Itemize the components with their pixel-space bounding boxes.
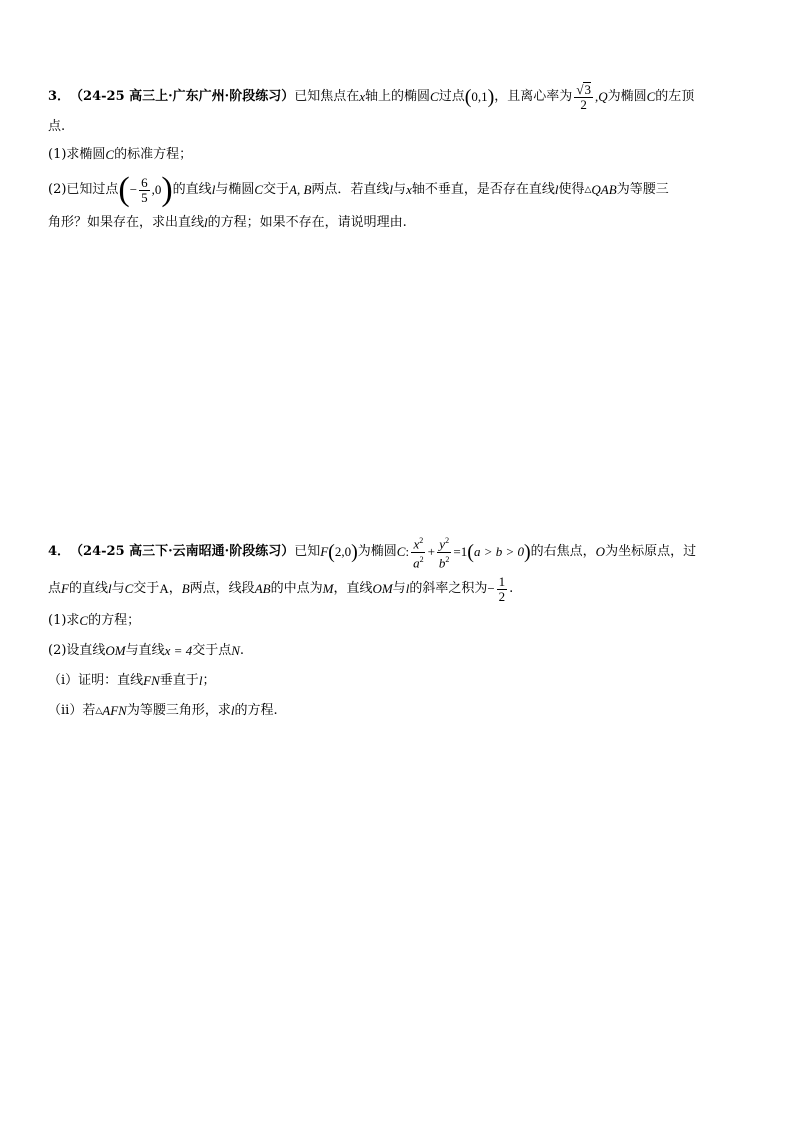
problem-4-line-2: 点 F 的直线 l 与 C 交于 A ， B 两点，线段 AB 的中点为 M ，直线 OM 与 l 的斜率之积为 − $\frac{1}{2}$ .: [48, 573, 514, 604]
question-4-2: (2)设直线 OM 与直线 x = 4 交于点 N .: [48, 643, 245, 658]
problem-number: 3．: [48, 89, 71, 104]
problem-source: （24-25 高三上·广东广州·阶段练习）: [70, 89, 295, 104]
problem-4: [48, 532, 748, 726]
question-3-1: (1)求椭圆 C 的标准方程；: [48, 147, 193, 162]
problem-4-line-1: 4． （24-25 高三下·云南昭通·阶段练习） 已知 F ( 2,0 ) 为椭圆 C : $\frac{x^2}{a^2}$ + $\frac{y^2}{b^2}$ =1 ( a > b > 0 ) 的右焦点， O 为坐标原点，过: [48, 536, 697, 570]
question-4-2-ii: （ii）若 △ AFN 为等腰三角形，求 l 的方程.: [48, 696, 748, 726]
eccentricity-fraction: $\frac{√3}{2}$: [576, 82, 591, 112]
question-4-2-i: （i）证明：直线 FN 垂直于 l ；: [48, 673, 216, 688]
problem-3: 3． （24-25 高三上·广东广州·阶段练习） 已知焦点在 x 轴上的椭圆 C 过点 ( 0,1 ) ，且离心率为 $\frac{√3}{2}$ , Q 为椭圆 C 的左顶 点. (1)求椭圆 C 的标准方程； (2)已知过点 ( − $\frac{6}{5}$ ,0 ) 的直线 l 与椭圆 C 交于 A, B 两点．若直线 l 与 x 轴不垂直，是否存在直线 l 使得 △ QAB 为等腰三 角形？如果存在，求出直线 l 的方程；如果不存在，请说明理由.: [48, 80, 748, 236]
problem-3-line-1: 3． （24-25 高三上·广东广州·阶段练习） 已知焦点在 x 轴上的椭圆 C 过点 ( 0,1 ) ，且离心率为 $\frac{√3}{2}$ , Q 为椭圆 C 的左顶: [48, 82, 695, 112]
problem-number: 4．: [48, 544, 71, 559]
question-3-2: (2)已知过点 ( − $\frac{6}{5}$ ,0 ) 的直线 l 与椭圆 C 交于 A, B 两点．若直线 l 与 x 轴不垂直，是否存在直线 l 使得 △ QAB 为等腰三: [48, 171, 669, 208]
problem-source: （24-25 高三下·云南昭通·阶段练习）: [70, 544, 295, 559]
question-4-1: (1)求 C 的方程；: [48, 613, 141, 628]
triangle-symbol: △: [95, 706, 103, 716]
triangle-symbol: △: [584, 185, 592, 195]
